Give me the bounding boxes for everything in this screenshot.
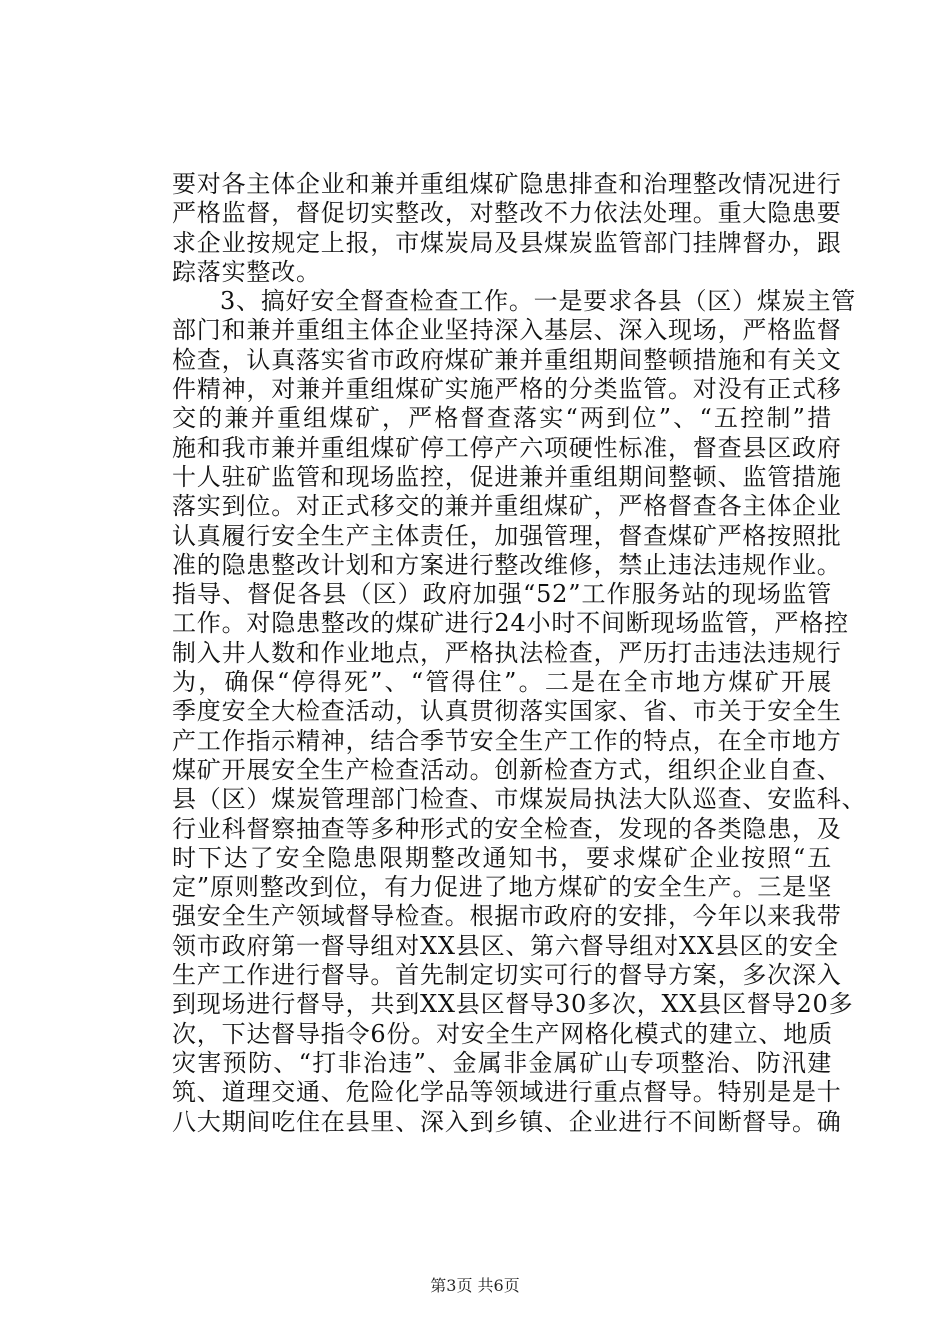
text-line: 求企业按规定上报，市煤炭局及县煤炭监管部门挂牌督办，跟 (172, 228, 842, 257)
text-line: 领市政府第一督导组对XX县区、第六督导组对XX县区的安全 (172, 931, 839, 960)
text-line: 制入井人数和作业地点，严格执法检查，严历打击违法违规行 (172, 638, 842, 667)
text-line: 产工作指示精神，结合季节安全生产工作的特点，在全市地方 (172, 726, 842, 755)
text-line: 筑、道理交通、危险化学品等领域进行重点督导。特别是是十 (172, 1078, 842, 1107)
text-line: 县（区）煤炭管理部门检查、市煤炭局执法大队巡查、安监科、 (172, 785, 867, 814)
document-body (172, 170, 867, 1137)
text-line: 八大期间吃住在县里、深入到乡镇、企业进行不间断督导。确 (172, 1107, 842, 1136)
text-line: 认真履行安全生产主体责任，加强管理，督查煤矿严格按照批 (172, 521, 842, 550)
text-line: 次，下达督导指令6份。对安全生产网格化模式的建立、地质 (172, 1019, 833, 1048)
text-line: 指导、督促各县（区）政府加强“52”工作服务站的现场监管 (172, 580, 832, 609)
text-line: 为，确保“停得死”、“管得住”。二是在全市地方煤矿开展 (172, 668, 832, 697)
text-line: 煤矿开展安全生产检查活动。创新检查方式，组织企业自查、 (172, 755, 842, 784)
text-line: 准的隐患整改计划和方案进行整改维修，禁止违法违规作业。 (172, 550, 842, 579)
text-line: 交的兼并重组煤矿，严格督查落实“两到位”、“五控制”措 (172, 404, 832, 433)
text-line: 生产工作进行督导。首先制定切实可行的督导方案，多次深入 (172, 961, 842, 990)
text-line: 施和我市兼并重组煤矿停工停产六项硬性标准，督查县区政府 (172, 433, 842, 462)
text-line: 件精神，对兼并重组煤矿实施严格的分类监管。对没有正式移 (172, 375, 842, 404)
text-line: 季度安全大检查活动，认真贯彻落实国家、省、市关于安全生 (172, 697, 842, 726)
text-line: 严格监督，督促切实整改，对整改不力依法处理。重大隐患要 (172, 199, 842, 228)
text-line: 十人驻矿监管和现场监控，促进兼并重组期间整顿、监管措施 (172, 462, 842, 491)
text-line: 部门和兼并重组主体企业坚持深入基层、深入现场，严格监督 (172, 316, 842, 345)
text-line: 踪落实整改。 (172, 257, 321, 286)
text-line: 检查，认真落实省市政府煤矿兼并重组期间整顿措施和有关文 (172, 345, 842, 374)
text-line: 时下达了安全隐患限期整改通知书，要求煤矿企业按照“五 (172, 843, 832, 872)
text-line: 到现场进行督导，共到XX县区督导30多次，XX县区督导20多 (172, 990, 854, 1019)
text-line: 工作。对隐患整改的煤矿进行24小时不间断现场监管，严格控 (172, 609, 849, 638)
text-line: 强安全生产领域督导检查。根据市政府的安排，今年以来我带 (172, 902, 842, 931)
text-line: 行业科督察抽查等多种形式的安全检查，发现的各类隐患，及 (172, 814, 842, 843)
text-line: 3、搞好安全督查检查工作。一是要求各县（区）煤炭主管 (220, 287, 857, 316)
page-number-footer: 第3页 共6页 (430, 1276, 520, 1295)
text-line: 要对各主体企业和兼并重组煤矿隐患排查和治理整改情况进行 (172, 170, 842, 198)
text-line: 灾害预防、“打非治违”、金属非金属矿山专项整治、防汛建 (172, 1048, 832, 1077)
text-line: 落实到位。对正式移交的兼并重组煤矿，严格督查各主体企业 (172, 492, 842, 521)
text-line: 定”原则整改到位，有力促进了地方煤矿的安全生产。三是坚 (172, 873, 832, 902)
